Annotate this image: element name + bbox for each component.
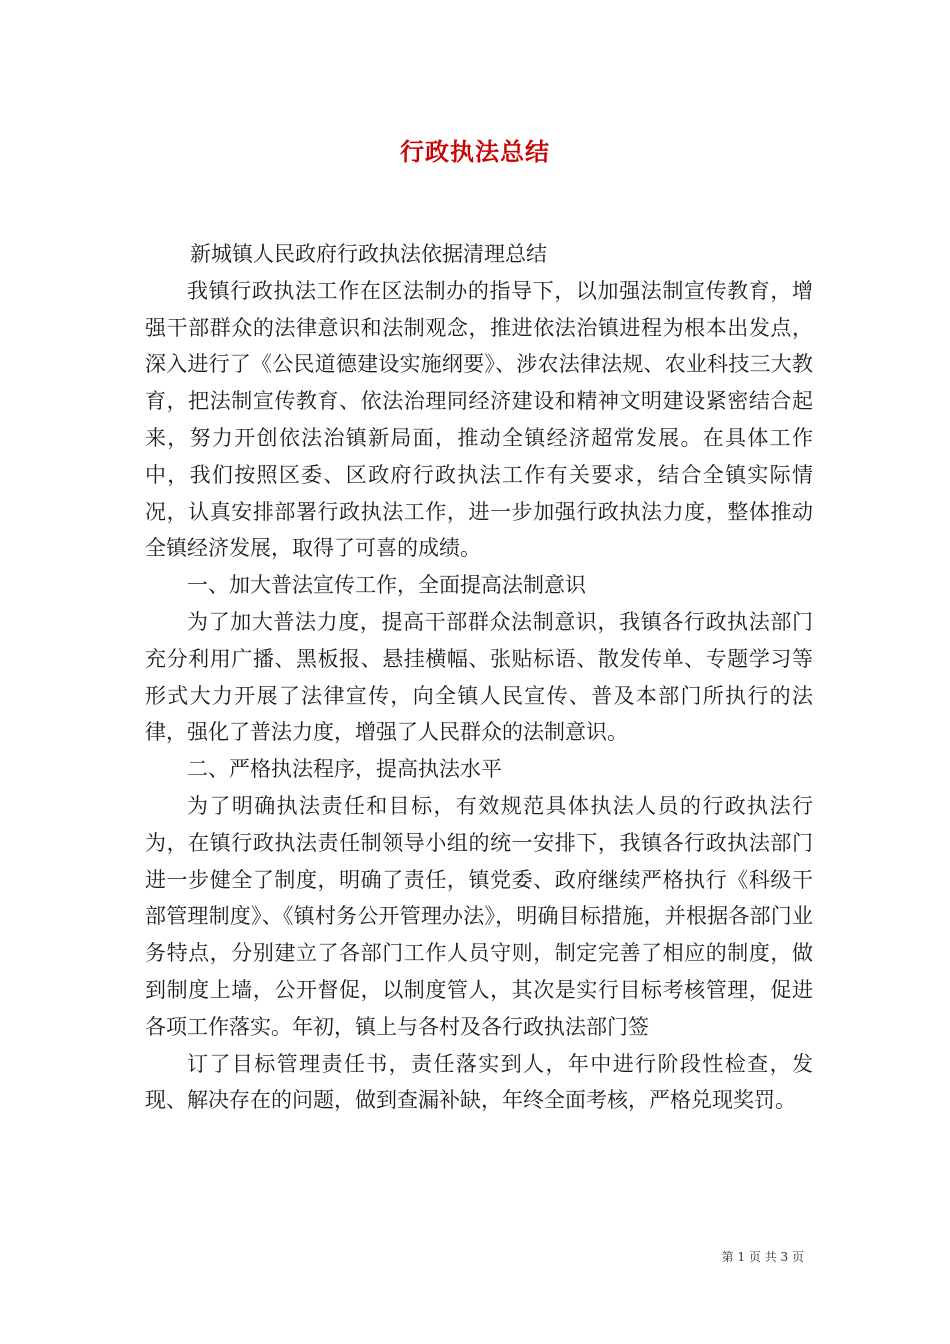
paragraph-intro: 我镇行政执法工作在区法制办的指导下，以加强法制宣传教育，增强干部群众的法律意识和法制观念，推进依法治镇进程为根本出发点，深入进行了《公民道德建设实施纲要》、涉农法律法规、农业科技三大教育，把法制宣传教育、依法治理同经济建设和精神文明建设紧密结合起来，努力开创依法治镇新局面，推动全镇经济超常发展。在具体工作中，我们按照区委、区政府行政执法工作有关要求，结合全镇实际情况，认真安排部署行政执法工作，进一步加强行政执法力度，整体推动全镇经济发展，取得了可喜的成绩。 (145, 278, 813, 561)
document-title: 行政执法总结 (400, 137, 550, 166)
page-number: 第 1 页 共 3 页 (721, 1250, 804, 1264)
section-heading-2: 二、严格执法程序，提高执法水平 (187, 757, 502, 782)
paragraph-section-2-continued: 订了目标管理责任书，责任落实到人，年中进行阶段性检查，发现、解决存在的问题，做到查漏补缺，年终全面考核，严格兑现奖罚。 (145, 1051, 813, 1113)
paragraph-section-1: 为了加大普法力度，提高干部群众法制意识，我镇各行政执法部门充分利用广播、黑板报、悬挂横幅、张贴标语、散发传单、专题学习等形式大力开展了法律宣传，向全镇人民宣传、普及本部门所执行的法律，强化了普法力度，增强了人民群众的法制意识。 (145, 609, 813, 745)
paragraph-section-2: 为了明确执法责任和目标，有效规范具体执法人员的行政执法行为，在镇行政执法责任制领导小组的统一安排下，我镇各行政执法部门进一步健全了制度，明确了责任，镇党委、政府继续严格执行《科级干部管理制度》、《镇村务公开管理办法》，明确目标措施，并根据各部门业务特点，分别建立了各部门工作人员守则，制定完善了相应的制度，做到制度上墙，公开督促，以制度管人，其次是实行目标考核管理，促进各项工作落实。年初，镇上与各村及各行政执法部门签 (145, 793, 813, 1039)
document-subtitle: 新城镇人民政府行政执法依据清理总结 (190, 242, 547, 266)
section-heading-1: 一、加大普法宣传工作，全面提高法制意识 (187, 573, 586, 598)
document-body (145, 236, 813, 1119)
